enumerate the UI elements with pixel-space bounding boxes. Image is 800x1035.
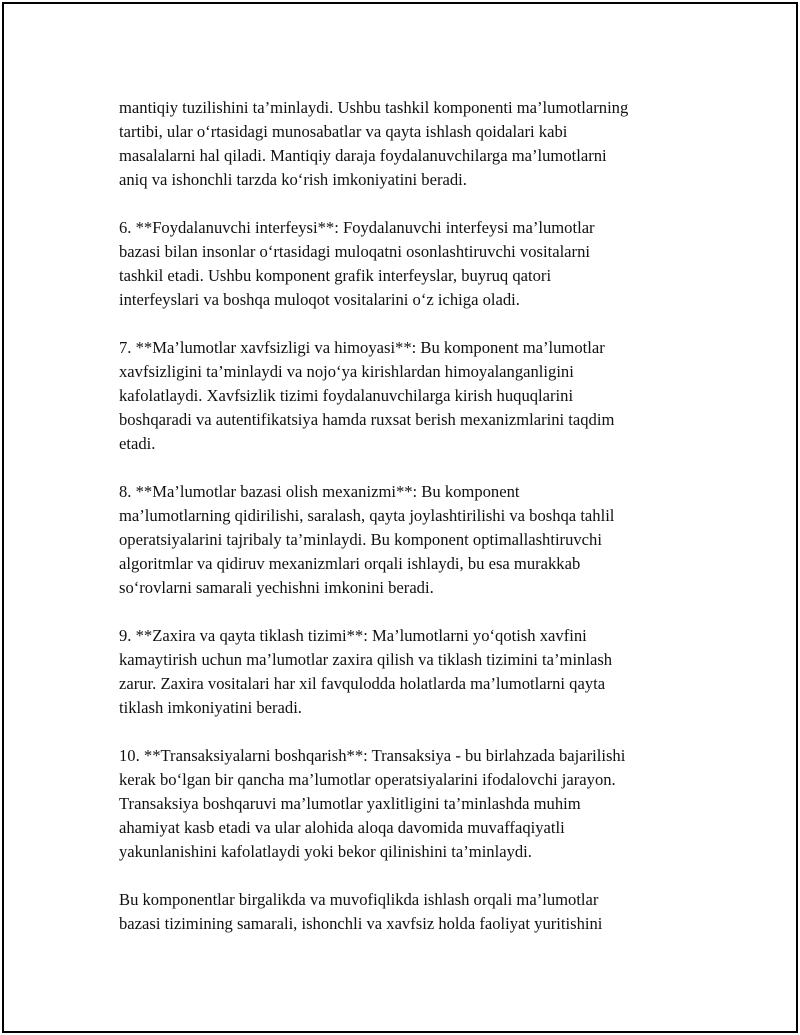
- text-line: kamaytirish uchun ma’lumotlar zaxira qilish va tiklash tizimini ta’minlash: [119, 650, 613, 669]
- page-frame: [2, 2, 798, 1033]
- text-line: boshqaradi va autentifikatsiya hamda ruxsat berish mexanizmlarini taqdim: [119, 410, 615, 429]
- text-line: xavfsizligini ta’minlaydi va nojo‘ya kirishlardan himoyalanganligini: [119, 362, 574, 381]
- paragraph-item-9: [119, 624, 709, 720]
- text-line: etadi.: [119, 434, 156, 453]
- text-line: interfeyslari va boshqa muloqot vositalarini o‘z ichiga oladi.: [119, 290, 520, 309]
- paragraph-item-8: [119, 480, 709, 600]
- paragraph-conclusion: [119, 888, 709, 936]
- text-line: 10. **Transaksiyalarni boshqarish**: Transaksiya - bu birlahzada bajarilishi: [119, 746, 626, 765]
- text-line: ma’lumotlarning qidirilishi, saralash, qayta joylashtirilishi va boshqa tahlil: [119, 506, 615, 525]
- text-line: mantiqiy tuzilishini ta’minlaydi. Ushbu tashkil komponenti ma’lumotlarning: [119, 98, 629, 117]
- text-line: operatsiyalarini tajribaly ta’minlaydi. Bu komponent optimallashtiruvchi: [119, 530, 602, 549]
- text-line: masalalarni hal qiladi. Mantiqiy daraja foydalanuvchilarga ma’lumotlarni: [119, 146, 607, 165]
- text-line: algoritmlar va qidiruv mexanizmlari orqali ishlaydi, bu esa murakkab: [119, 554, 581, 573]
- text-line: 6. **Foydalanuvchi interfeysi**: Foydalanuvchi interfeysi ma’lumotlar: [119, 218, 595, 237]
- text-line: so‘rovlarni samarali yechishni imkonini beradi.: [119, 578, 434, 597]
- paragraph-item-7: [119, 336, 709, 456]
- text-line: ahamiyat kasb etadi va ular alohida aloqa davomida muvaffaqiyatli: [119, 818, 565, 837]
- text-line: zarur. Zaxira vositalari har xil favqulodda holatlarda ma’lumotlarni qayta: [119, 674, 606, 693]
- text-line: kerak bo‘lgan bir qancha ma’lumotlar operatsiyalarini ifodalovchi jarayon.: [119, 770, 616, 789]
- document-body: [119, 96, 709, 960]
- text-line: aniq va ishonchli tarzda ko‘rish imkoniyatini beradi.: [119, 170, 467, 189]
- text-line: Bu komponentlar birgalikda va muvofiqlikda ishlash orqali ma’lumotlar: [119, 890, 599, 909]
- paragraph-item-6: [119, 216, 709, 312]
- text-line: Transaksiya boshqaruvi ma’lumotlar yaxlitligini ta’minlashda muhim: [119, 794, 581, 813]
- text-line: bazasi bilan insonlar o‘rtasidagi muloqatni osonlashtiruvchi vositalarni: [119, 242, 590, 261]
- text-line: kafolatlaydi. Xavfsizlik tizimi foydalanuvchilarga kirish huquqlarini: [119, 386, 574, 405]
- text-line: tiklash imkoniyatini beradi.: [119, 698, 302, 717]
- text-line: 9. **Zaxira va qayta tiklash tizimi**: Ma’lumotlarni yo‘qotish xavfini: [119, 626, 587, 645]
- paragraph-intro: [119, 96, 709, 192]
- text-line: 8. **Ma’lumotlar bazasi olish mexanizmi**: Bu komponent: [119, 482, 520, 501]
- text-line: yakunlanishini kafolatlaydi yoki bekor qilinishini ta’minlaydi.: [119, 842, 532, 861]
- text-line: 7. **Ma’lumotlar xavfsizligi va himoyasi**: Bu komponent ma’lumotlar: [119, 338, 605, 357]
- paragraph-item-10: [119, 744, 709, 864]
- text-line: tartibi, ular o‘rtasidagi munosabatlar va qayta ishlash qoidalari kabi: [119, 122, 568, 141]
- text-line: bazasi tizimining samarali, ishonchli va xavfsiz holda faoliyat yuritishini: [119, 914, 603, 933]
- text-line: tashkil etadi. Ushbu komponent grafik interfeyslar, buyruq qatori: [119, 266, 552, 285]
